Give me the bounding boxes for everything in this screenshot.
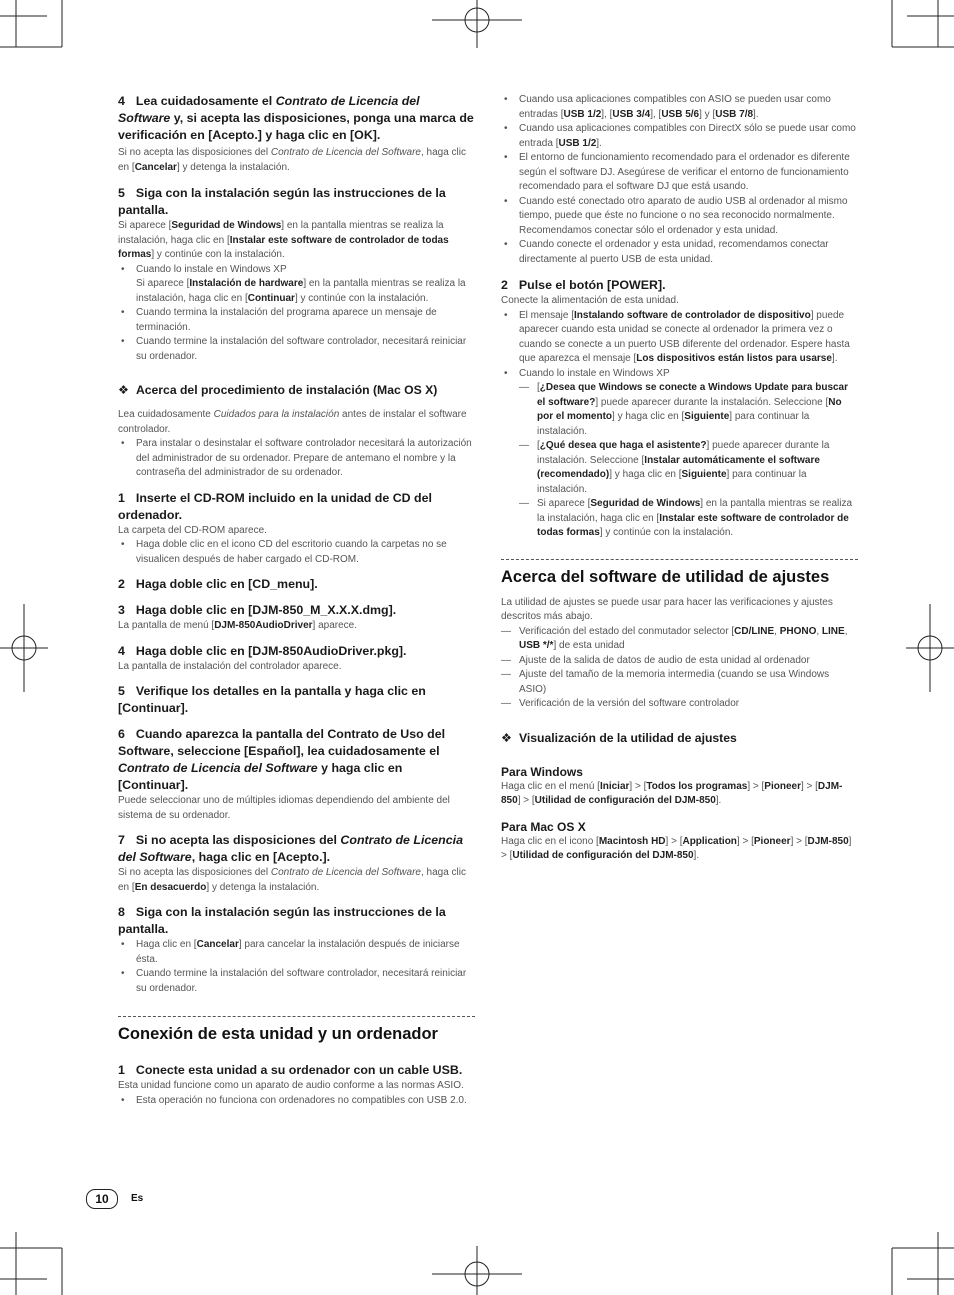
conn-step-1-body: Esta unidad funcione como un aparato de audio conforme a las normas ASIO.	[118, 1080, 464, 1091]
conn-step-1: 1 Conecte esta unidad a su ordenador con un cable USB.	[118, 1063, 463, 1077]
conn-step-1-bullet: • Esta operación no funciona con ordenadores no compatibles con USB 2.0.	[118, 1094, 475, 1109]
power-bullet-xp: • Cuando lo instale en Windows XP	[501, 367, 858, 382]
power-step-2-body: Conecte la alimentación de esta unidad.	[501, 295, 679, 306]
right-column	[501, 93, 858, 864]
mac-step-1-body: La carpeta del CD-ROM aparece.	[118, 524, 267, 536]
power-xp-dash-1: — [¿Desea que Windows se conecte a Windows Update para buscar el software?] puede aparecer durante la instalación. Seleccione [No por el momento] y haga clic en [Siguiente] para continuar la instalación.	[501, 381, 858, 439]
step-5: 5 Siga con la instalación según las instrucciones de la pantalla.	[118, 186, 446, 217]
mac-install-heading: ❖ Acerca del procedimiento de instalación (Mac OS X)	[118, 383, 438, 397]
windows-heading: Para Windows	[501, 764, 583, 779]
mac-step-1: 1 Inserte el CD-ROM incluido en la unidad de CD del ordenador.	[118, 490, 432, 522]
usb-bullet-5: • Cuando conecte el ordenador y esta unidad, recomendamos conectar directamente al puerto USB de esta unidad.	[501, 238, 858, 267]
usb-bullet-4-note: Recomendamos conectar sólo el ordenador y esta unidad.	[519, 224, 779, 236]
mac-step-8-bullet-1: • Haga clic en [Cancelar] para cancelar la instalación después de iniciarse ésta.	[118, 938, 475, 967]
section-divider	[118, 1016, 475, 1017]
step-5-bullet-3: • Cuando termine la instalación del software controlador, necesitará reiniciar su ordenador.	[118, 335, 475, 364]
power-bullet-1: • El mensaje [Instalando software de controlador de dispositivo] puede aparecer cuando esta unidad se conecte al ordenador la primera vez o cuando se conecte a un puerto USB diferente del ordenador. Espere hasta que aparezca el mensaje [Los dispositivos están listos para usarse].	[501, 309, 858, 367]
utility-item-1: — Verificación del estado del conmutador selector [CD/LINE, PHONO, LINE, USB */*] de esta unidad	[501, 625, 858, 654]
mac-step-5: 5 Verifique los detalles en la pantalla y haga clic en [Continuar].	[118, 684, 426, 715]
power-xp-dash-3: — Si aparece [Seguridad de Windows] en la pantalla mientras se realiza la instalación, haga clic en [Instalar este software de controlador de todas formas] y continúe con la instalación.	[501, 497, 858, 541]
mac-step-4: 4 Haga doble clic en [DJM-850AudioDriver.pkg].	[118, 643, 407, 658]
power-xp-dash-2: — [¿Qué desea que haga el asistente?] puede aparecer durante la instalación. Seleccione [Instalar automáticamente el software (recomendado)] y haga clic en [Siguiente] para continuar la instalación.	[501, 439, 858, 497]
mac-step-8-bullet-2: • Cuando termine la instalación del software controlador, necesitará reiniciar su ordenador.	[118, 967, 475, 996]
step-5-body: Si aparece [Seguridad de Windows] en la pantalla mientras se realiza la instalación, haga clic en [Instalar este software de controlador de todas formas] y continúe con la instalación.	[118, 220, 449, 260]
page-language: Es	[131, 1193, 144, 1204]
windows-path: Haga clic en el menú [Iniciar] > [Todos los programas] > [Pioneer] > [DJM-850] > [Utilidad de configuración del DJM-850].	[501, 780, 843, 806]
mac-intro: Lea cuidadosamente Cuidados para la instalación antes de instalar el software controlador.	[118, 409, 467, 435]
mac-step-7-body: Si no acepta las disposiciones del Contrato de Licencia del Software, haga clic en [En desacuerdo] y detenga la instalación.	[118, 867, 466, 893]
usb-bullet-1: • Cuando usa aplicaciones compatibles con ASIO se pueden usar como entradas [USB 1/2], [USB 3/4], [USB 5/6] y [USB 7/8].	[501, 93, 858, 122]
mac-step-6-body: Puede seleccionar uno de múltiples idiomas dependiendo del ambiente del sistema de su ordenador.	[118, 795, 450, 821]
mac-step-1-bullet: • Haga doble clic en el icono CD del escritorio cuando la carpetas no se visualicen después de haber cargado el CD-ROM.	[118, 538, 475, 567]
utility-body: La utilidad de ajustes se puede usar para hacer las verificaciones y ajustes descritos más abajo.	[501, 596, 833, 622]
connection-heading: Conexión de esta unidad y un ordenador	[118, 1025, 438, 1043]
mac-step-2: 2 Haga doble clic en [CD_menu].	[118, 577, 318, 591]
mac-step-3: 3 Haga doble clic en [DJM-850_M_X.X.X.dmg].	[118, 603, 397, 617]
step-5-bullet-xp: • Cuando lo instale en Windows XP	[118, 263, 475, 278]
section-divider	[501, 559, 858, 560]
mac-step-4-body: La pantalla de instalación del controlador aparece.	[118, 660, 342, 672]
utility-item-2: — Ajuste de la salida de datos de audio de esta unidad al ordenador	[501, 654, 858, 669]
left-column	[118, 93, 475, 1108]
mac-step-6: 6 Cuando aparezca la pantalla del Contrato de Uso del Software, seleccione [Español], lea cuidadosamente el Contrato de Licencia del Software y haga clic en [Continuar].	[118, 727, 446, 792]
mac-step-8: 8 Siga con la instalación según las instrucciones de la pantalla.	[118, 905, 446, 936]
utility-item-3: — Ajuste del tamaño de la memoria intermedia (cuando se usa Windows ASIO)	[501, 668, 858, 697]
power-step-2: 2 Pulse el botón [POWER].	[501, 278, 666, 292]
page-number: 10	[86, 1189, 118, 1209]
diamond-icon: ❖	[501, 730, 512, 745]
utility-item-4: — Verificación de la versión del software controlador	[501, 697, 858, 712]
step-4: 4 Lea cuidadosamente el Contrato de Licencia del Software y, si acepta las disposiciones, ponga una marca de verificación en [Acepto.] y haga clic en [OK].	[118, 94, 474, 142]
step-4-body: Si no acepta las disposiciones del Contrato de Licencia del Software, haga clic en [Cancelar] y detenga la instalación.	[118, 147, 466, 173]
diamond-icon: ❖	[118, 383, 129, 397]
mac-step-3-body: La pantalla de menú [DJM-850AudioDriver] aparece.	[118, 620, 358, 631]
mac-path: Haga clic en el icono [Macintosh HD] > [Application] > [Pioneer] > [DJM-850] > [Utilidad de configuración del DJM-850].	[501, 835, 852, 861]
mac-step-7: 7 Si no acepta las disposiciones del Contrato de Licencia del Software, haga clic en [Acepto.].	[118, 833, 463, 864]
mac-heading: Para Mac OS X	[501, 819, 586, 834]
step-5-bullet-xp-detail: Si aparece [Instalación de hardware] en la pantalla mientras se realiza la instalación, haga clic en [Continuar] y continúe con la instalación.	[136, 278, 466, 304]
step-5-bullet-2: • Cuando termina la instalación del programa aparece un mensaje de terminación.	[118, 306, 475, 335]
mac-bullet-1: • Para instalar o desinstalar el software controlador necesitará la autorización del administrador de su ordenador. Prepare de antemano el nombre y la contraseña del administrador de su ordenador.	[118, 437, 475, 481]
usb-bullet-2: • Cuando usa aplicaciones compatibles con DirectX sólo se puede usar como entrada [USB 1/2].	[501, 122, 858, 151]
utility-display-heading: ❖ Visualización de la utilidad de ajustes	[501, 730, 737, 745]
usb-bullet-4: • Cuando esté conectado otro aparato de audio USB al ordenador al mismo tiempo, puede que éste no funcione o no sea reconocido normalmente.	[501, 195, 858, 224]
utility-heading: Acerca del software de utilidad de ajustes	[501, 567, 830, 586]
usb-bullet-3: • El entorno de funcionamiento recomendado para el ordenador es diferente según el software DJ. Asegúrese de verificar el entorno de funcionamiento recomendado para el software DJ que está usando.	[501, 151, 858, 195]
